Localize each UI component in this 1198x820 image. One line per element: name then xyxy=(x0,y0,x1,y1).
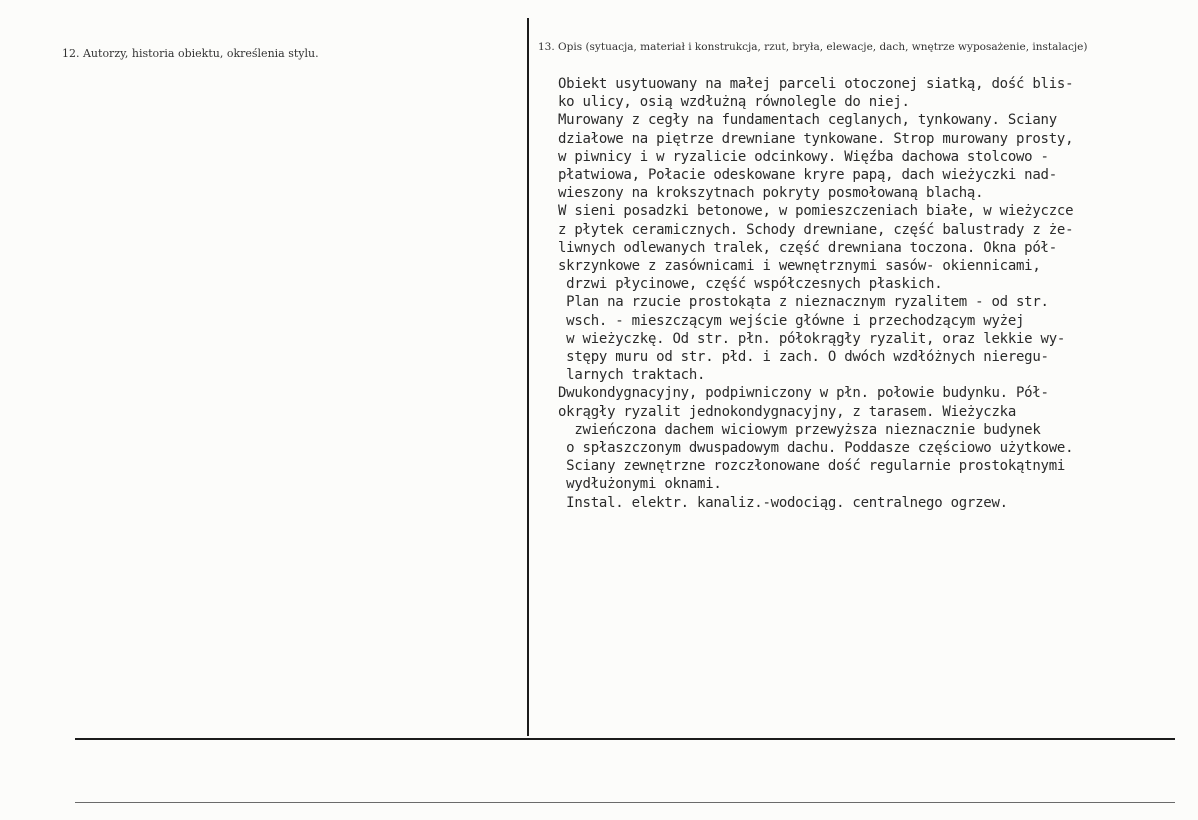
column-divider xyxy=(527,18,529,736)
description-line: Dwukondygnacyjny, podpiwniczony w płn. połowie budynku. Pół- xyxy=(558,385,1049,402)
description-line: wydłużonymi oknami. xyxy=(558,476,722,493)
description-line: liwnych odlewanych tralek, część drewniana toczona. Okna pół- xyxy=(558,239,1057,256)
description-line: ko ulicy, osią wzdłużną równolegle do niej. xyxy=(558,94,910,111)
description-line: zwieńczona dachem wiciowym przewyższa nieznacznie budynek xyxy=(558,421,1041,438)
description-line: stępy muru od str. płd. i zach. O dwóch wzdłóżnych nieregu- xyxy=(558,349,1049,366)
description-text xyxy=(558,75,1188,512)
description-line: W sieni posadzki betonowe, w pomieszczeniach białe, w wieżyczce xyxy=(558,203,1074,220)
description-line: Plan na rzucie prostokąta z nieznacznym ryzalitem - od str. xyxy=(558,294,1049,311)
description-line: okrągły ryzalit jednokondygnacyjny, z tarasem. Wieżyczka xyxy=(558,403,1017,420)
description-line: wieszony na krokszytnach pokryty posmołowaną blachą. xyxy=(558,185,984,202)
description-line: Murowany z cegły na fundamentach ceglanych, tynkowany. Sciany xyxy=(558,112,1057,129)
description-line: z płytek ceramicznych. Schody drewniane, część balustrady z że- xyxy=(558,221,1074,238)
section-13-heading: 13. Opis (sytuacja, materiał i konstrukcja, rzut, bryła, elewacje, dach, wnętrze wyposażenie, instalacje) xyxy=(538,41,1088,53)
section-12-heading: 12. Autorzy, historia obiektu, określenia stylu. xyxy=(62,47,319,60)
description-line: Instal. elektr. kanaliz.-wodociąg. centralnego ogrzew. xyxy=(558,494,1008,511)
description-line: Obiekt usytuowany na małej parceli otoczonej siatką, dość blis- xyxy=(558,76,1074,92)
description-line: w piwnicy i w ryzalicie odcinkowy. Więźba dachowa stolcowo - xyxy=(558,148,1049,165)
description-line: drzwi płycinowe, część współczesnych płaskich. xyxy=(558,276,943,293)
description-line: skrzynkowe z zasównicami i wewnętrznymi sasów- okiennicami, xyxy=(558,258,1041,275)
horizontal-rule xyxy=(75,738,1175,740)
description-line: larnych traktach. xyxy=(558,367,706,384)
description-line: Sciany zewnętrzne rozczłonowane dość regularnie prostokątnymi xyxy=(558,458,1066,475)
description-line: o spłaszczonym dwuspadowym dachu. Poddasze częściowo użytkowe. xyxy=(558,440,1074,457)
description-line: płatwiowa, Połacie odeskowane kryre papą, dach wieżyczki nad- xyxy=(558,167,1057,184)
description-line: wsch. - mieszczącym wejście główne i przechodzącym wyżej xyxy=(558,312,1025,329)
bottom-rule xyxy=(75,802,1175,803)
description-line: w wieżyczkę. Od str. płn. półokrągły ryzalit, oraz lekkie wy- xyxy=(558,330,1066,347)
description-line: działowe na piętrze drewniane tynkowane. Strop murowany prosty, xyxy=(558,130,1074,147)
